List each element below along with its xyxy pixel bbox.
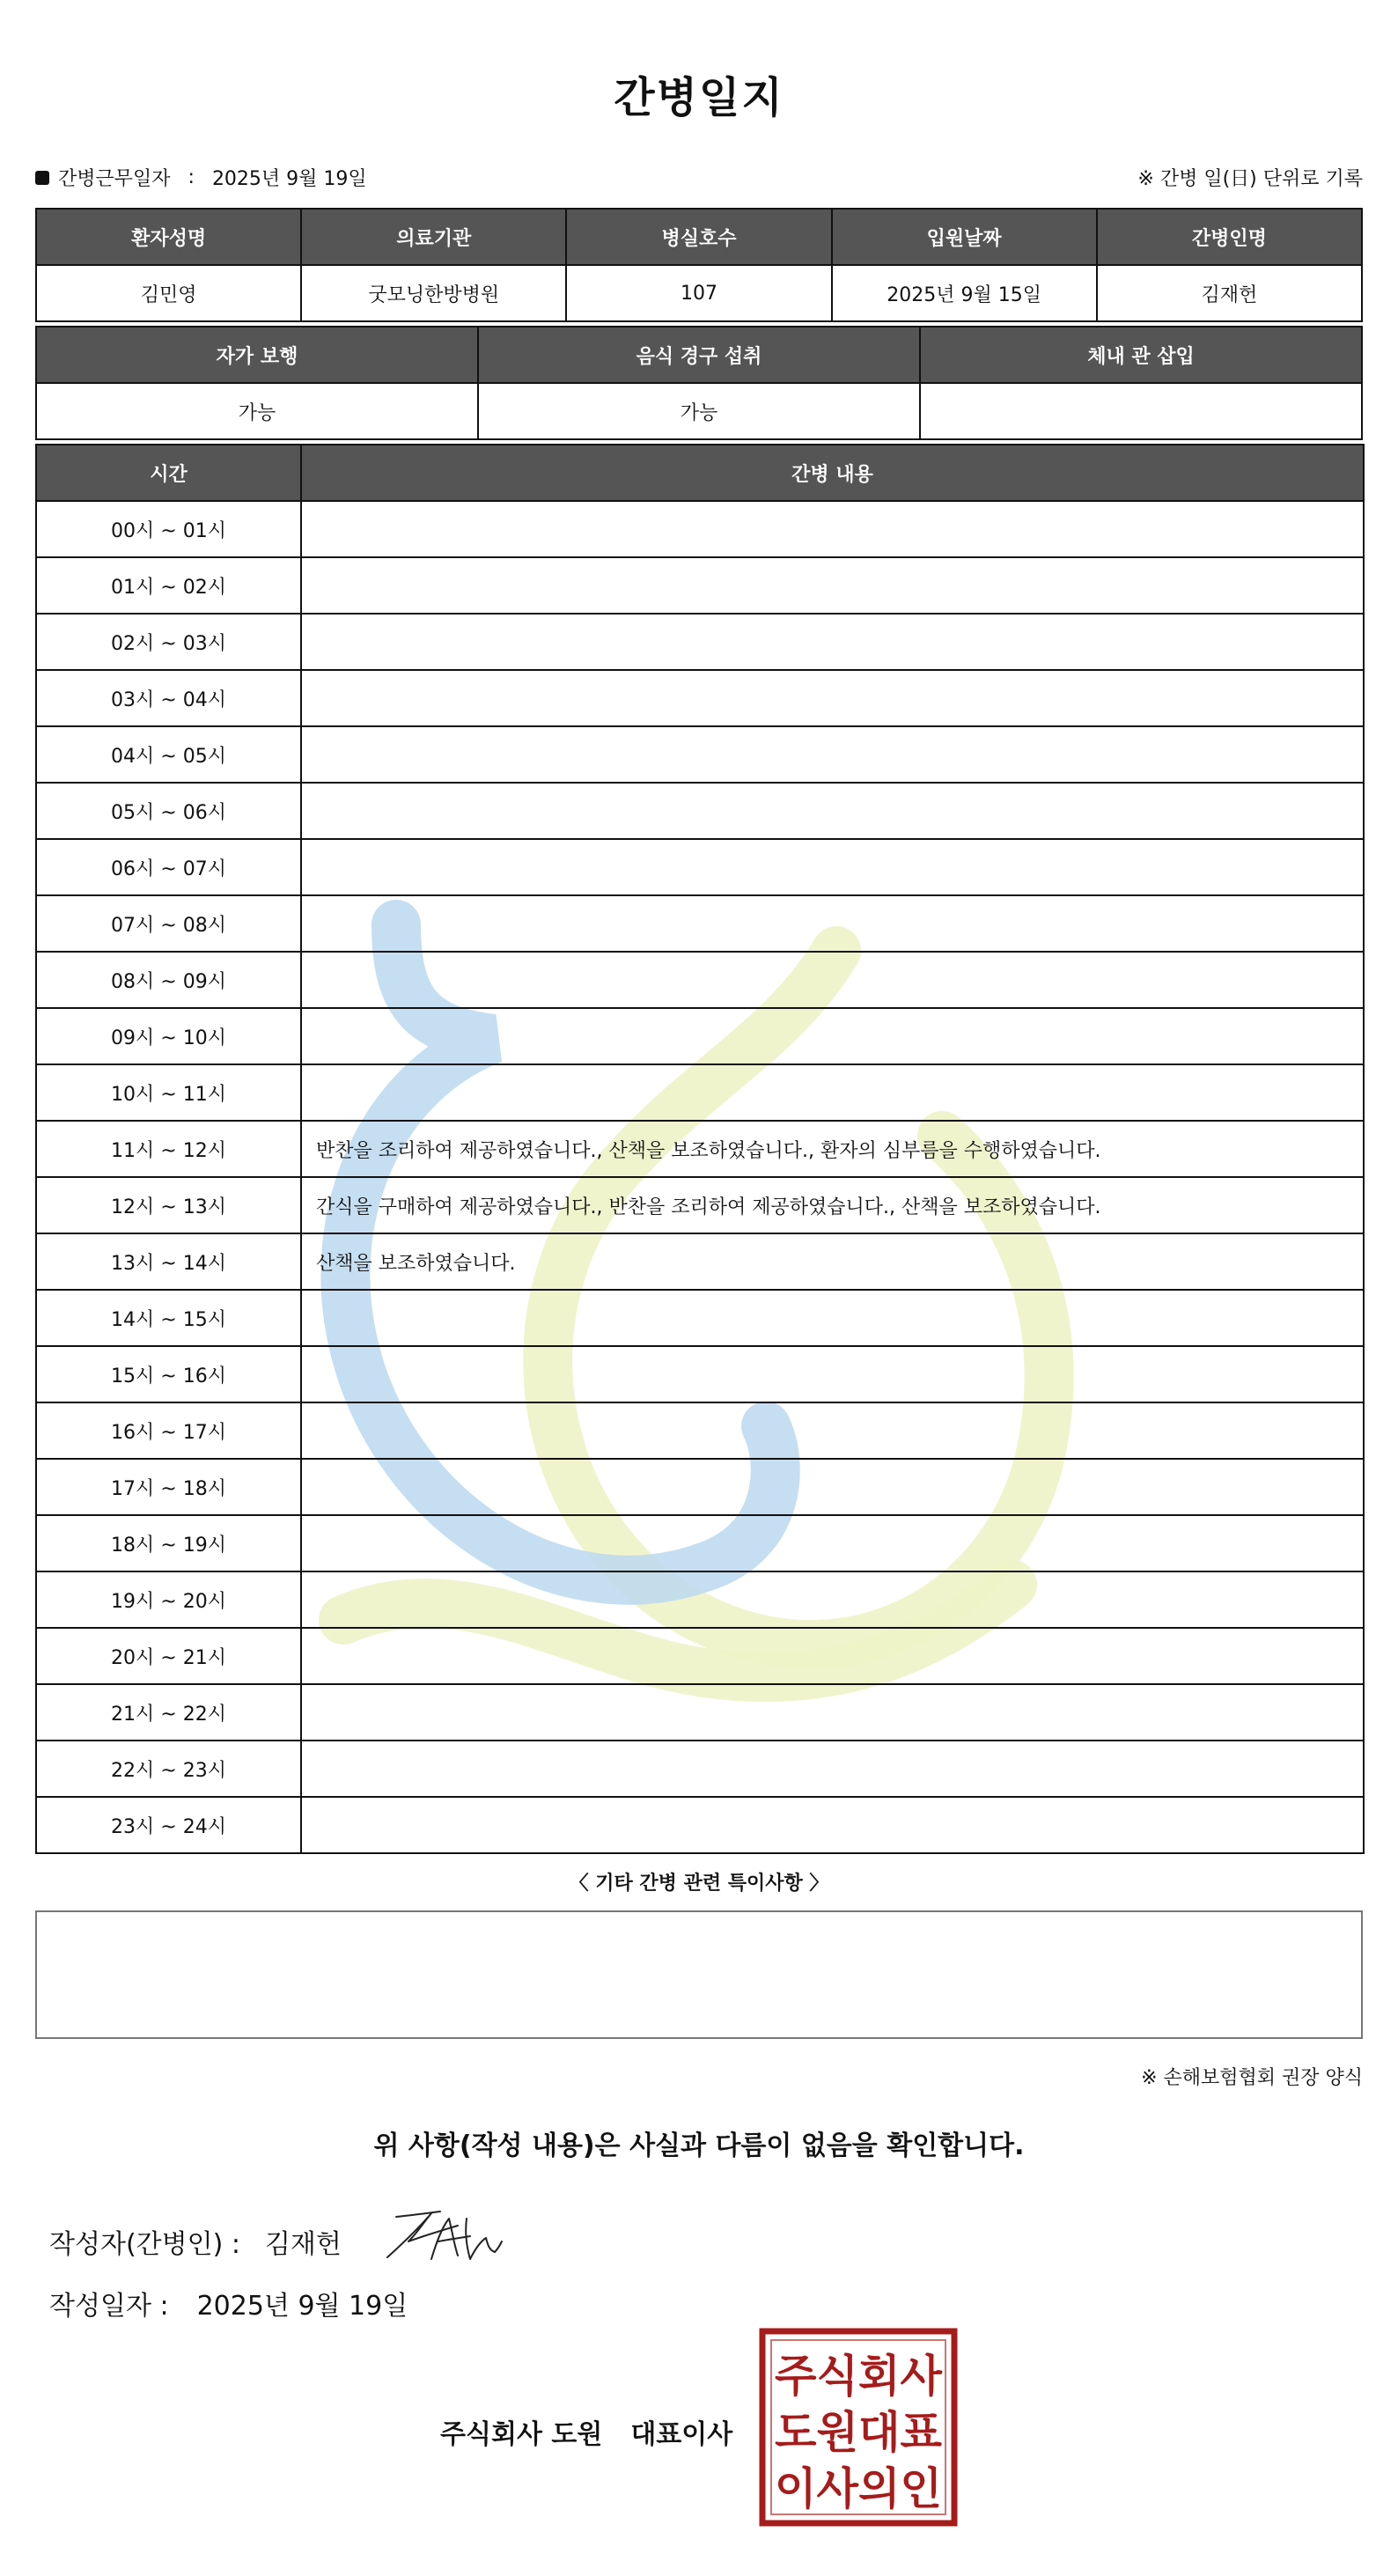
handwritten-signature [379, 2206, 519, 2268]
content-cell [301, 1515, 1364, 1571]
table-row [36, 1515, 1364, 1571]
table-row [36, 501, 1364, 557]
time-cell: 04시 ~ 05시 [36, 726, 301, 783]
work-date-row [35, 164, 1363, 194]
care-log-table [35, 444, 1365, 1854]
unit-note: ※ 간병 일(日) 단위로 기록 [1137, 168, 1363, 190]
page-title: 간병일지 [614, 73, 784, 122]
patient-info-value-row [36, 265, 1362, 321]
table-row [36, 1797, 1364, 1853]
remarks-box [35, 1910, 1363, 2039]
time-cell: 18시 ~ 19시 [36, 1515, 301, 1571]
time-cell: 19시 ~ 20시 [36, 1571, 301, 1628]
table-row [36, 1008, 1364, 1064]
remarks-title: 〈 기타 간병 관련 특이사항 〉 [569, 1873, 829, 1895]
company-line [440, 2412, 732, 2451]
content-cell: 반찬을 조리하여 제공하였습니다., 산책을 보조하였습니다., 환자의 심부름을 수행하였습니다. [301, 1121, 1364, 1177]
content-cell [301, 1402, 1364, 1459]
header-institution: 의료기관 [301, 209, 566, 265]
seal-line-3: 이사의인 [775, 2463, 942, 2514]
content-cell [301, 726, 1364, 783]
time-cell: 22시 ~ 23시 [36, 1741, 301, 1797]
table-row [36, 614, 1364, 670]
time-cell: 23시 ~ 24시 [36, 1797, 301, 1853]
content-cell [301, 670, 1364, 726]
content-cell: 산책을 보조하였습니다. [301, 1233, 1364, 1290]
time-cell: 08시 ~ 09시 [36, 952, 301, 1008]
content-cell [301, 1571, 1364, 1628]
room-number: 107 [566, 265, 831, 321]
table-row [36, 557, 1364, 614]
header-tube-insertion: 체내 관 삽입 [920, 327, 1362, 383]
header-room-number: 병실호수 [566, 209, 831, 265]
patient-info-table [35, 208, 1363, 322]
table-row [36, 1684, 1364, 1741]
table-row [36, 1346, 1364, 1402]
tube-insertion-value [920, 383, 1362, 439]
content-cell [301, 1741, 1364, 1797]
table-row [36, 670, 1364, 726]
self-walking-value: 가능 [36, 383, 478, 439]
table-row [36, 952, 1364, 1008]
bullet-square-icon [35, 171, 49, 185]
written-date-label: 작성일자 : [49, 2291, 169, 2322]
content-cell [301, 783, 1364, 839]
time-cell: 09시 ~ 10시 [36, 1008, 301, 1064]
content-cell [301, 952, 1364, 1008]
content-cell [301, 1459, 1364, 1515]
work-date-separator: : [188, 166, 195, 188]
content-cell [301, 1797, 1364, 1853]
time-cell: 16시 ~ 17시 [36, 1402, 301, 1459]
header-caregiver-name: 간병인명 [1097, 209, 1362, 265]
content-cell [301, 1684, 1364, 1741]
table-row [36, 1459, 1364, 1515]
table-row [36, 1402, 1364, 1459]
table-row [36, 1290, 1364, 1346]
content-cell [301, 1346, 1364, 1402]
seal-line-2: 도원대표 [775, 2407, 943, 2458]
patient-name: 김민영 [36, 265, 301, 321]
time-cell: 20시 ~ 21시 [36, 1628, 301, 1684]
work-date-value: 2025년 9월 19일 [211, 168, 367, 190]
header-time: 시간 [36, 445, 301, 501]
content-cell [301, 1290, 1364, 1346]
time-cell: 14시 ~ 15시 [36, 1290, 301, 1346]
table-row [36, 895, 1364, 952]
table-row [36, 726, 1364, 783]
content-cell [301, 1008, 1364, 1064]
time-cell: 13시 ~ 14시 [36, 1233, 301, 1290]
table-row [36, 1571, 1364, 1628]
form-source-note: ※ 손해보험협회 권장 양식 [1141, 2067, 1363, 2089]
content-cell [301, 614, 1364, 670]
time-cell: 03시 ~ 04시 [36, 670, 301, 726]
content-cell [301, 839, 1364, 895]
work-date-label: 간병근무일자 [58, 168, 171, 190]
header-self-walking: 자가 보행 [36, 327, 478, 383]
writer-name: 김재헌 [264, 2229, 342, 2260]
content-cell [301, 501, 1364, 557]
header-care-content: 간병 내용 [301, 445, 1364, 501]
time-cell: 15시 ~ 16시 [36, 1346, 301, 1402]
functional-value-row [36, 383, 1362, 439]
company-name: 주식회사 도원 [440, 2419, 603, 2450]
written-date-line [49, 2284, 408, 2322]
header-oral-intake: 음식 경구 섭취 [478, 327, 920, 383]
table-row [36, 1177, 1364, 1233]
header-admission-date: 입원날짜 [832, 209, 1097, 265]
institution: 굿모닝한방병원 [301, 265, 566, 321]
writer-line [49, 2222, 342, 2261]
table-row [36, 1121, 1364, 1177]
writer-label: 작성자(간병인) : [49, 2229, 240, 2260]
table-row [36, 839, 1364, 895]
time-cell: 10시 ~ 11시 [36, 1064, 301, 1121]
content-cell [301, 1064, 1364, 1121]
time-cell: 17시 ~ 18시 [36, 1459, 301, 1515]
functional-status-table [35, 326, 1363, 440]
content-cell [301, 895, 1364, 952]
content-cell: 간식을 구매하여 제공하였습니다., 반찬을 조리하여 제공하였습니다., 산책을 보조하였습니다. [301, 1177, 1364, 1233]
oral-intake-value: 가능 [478, 383, 920, 439]
content-cell [301, 1628, 1364, 1684]
admission-date: 2025년 9월 15일 [832, 265, 1097, 321]
time-cell: 12시 ~ 13시 [36, 1177, 301, 1233]
company-seal-stamp [759, 2328, 958, 2527]
time-cell: 01시 ~ 02시 [36, 557, 301, 614]
patient-info-header-row [36, 209, 1362, 265]
work-date [35, 164, 367, 191]
table-row [36, 1233, 1364, 1290]
content-cell [301, 557, 1364, 614]
caregiver-name: 김재헌 [1097, 265, 1362, 321]
table-row [36, 1628, 1364, 1684]
table-row [36, 1741, 1364, 1797]
confirmation-statement: 위 사항(작성 내용)은 사실과 다름이 없음을 확인합니다. [373, 2131, 1025, 2161]
time-cell: 02시 ~ 03시 [36, 614, 301, 670]
time-cell: 07시 ~ 08시 [36, 895, 301, 952]
time-cell: 06시 ~ 07시 [36, 839, 301, 895]
time-cell: 11시 ~ 12시 [36, 1121, 301, 1177]
seal-line-1: 주식회사 [775, 2351, 943, 2402]
time-cell: 21시 ~ 22시 [36, 1684, 301, 1741]
table-row [36, 783, 1364, 839]
functional-header-row [36, 327, 1362, 383]
table-row [36, 1064, 1364, 1121]
time-cell: 05시 ~ 06시 [36, 783, 301, 839]
care-log-header-row [36, 445, 1364, 501]
header-patient-name: 환자성명 [36, 209, 301, 265]
time-cell: 00시 ~ 01시 [36, 501, 301, 557]
written-date-value: 2025년 9월 19일 [196, 2291, 408, 2322]
ceo-title: 대표이사 [630, 2419, 733, 2450]
